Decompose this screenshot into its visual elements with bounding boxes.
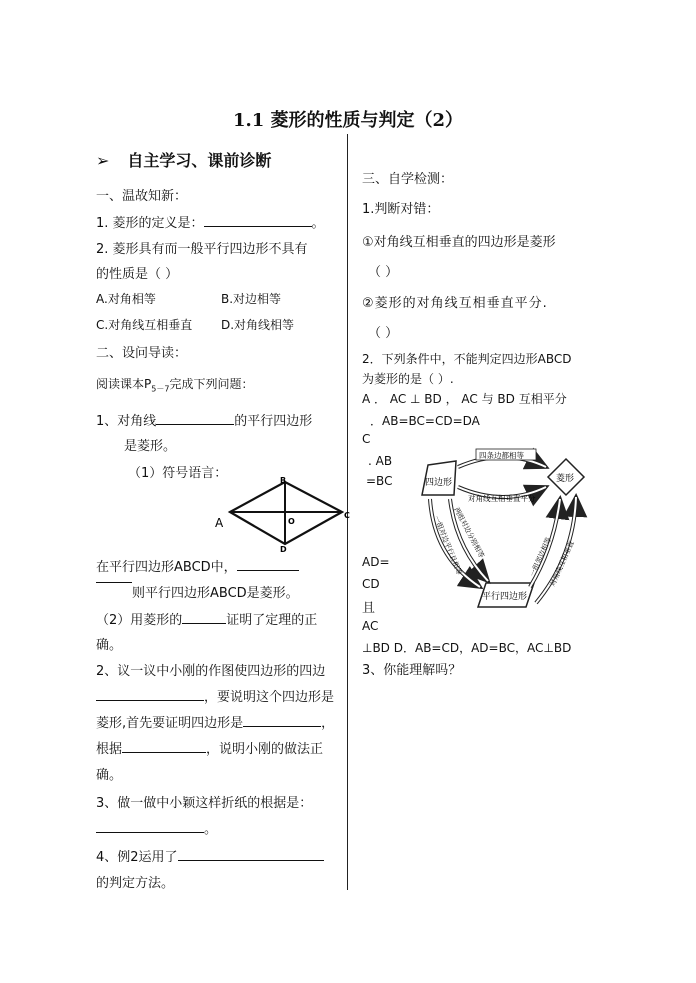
- label-opposite-sides-equal: 两组对边分别相等: [452, 506, 486, 560]
- example-line-b: 的判定方法。: [96, 876, 175, 891]
- q2-line-b: 的性质是（ ）: [96, 267, 179, 282]
- think-line-d: [96, 738, 323, 757]
- read-text: 阅读课本P: [96, 377, 152, 391]
- section-heading: [96, 148, 271, 171]
- part3-heading: 三、自学检测：: [362, 172, 454, 187]
- label-o: O: [288, 517, 295, 526]
- item1-text-b: 的平行四边形: [234, 414, 313, 429]
- fragment-c: C: [362, 432, 371, 446]
- label-adjacent-sides-equal: 一组邻边相等: [528, 536, 553, 578]
- then-blank[interactable]: [96, 582, 132, 596]
- q2-right-b: 为菱形的是（ ）.: [362, 372, 454, 386]
- think-line-e: 确。: [96, 768, 123, 783]
- judge-item-1-paren[interactable]: （ ）: [368, 265, 399, 280]
- given-line: [96, 556, 299, 575]
- item1-line-c: 是菱形。: [124, 439, 177, 454]
- read-end: 完成下列问题：: [169, 377, 254, 391]
- section-heading-text: 自主学习、课前诊断: [127, 151, 272, 170]
- q1-text: 1. 菱形的定义是：: [96, 216, 204, 231]
- think-line-b: [96, 686, 334, 705]
- option-d: D.对角线相等: [221, 318, 295, 332]
- given-blank[interactable]: [237, 557, 299, 571]
- think-text-c: 菱形,首先要证明四边形是: [96, 716, 244, 731]
- think-line-c: [96, 712, 334, 731]
- item2-blank[interactable]: [182, 610, 226, 624]
- read-line: [96, 375, 253, 394]
- label-one-pair-parallel-equal: 一组对边平行且相等: [432, 514, 464, 577]
- rhombus-figure: [212, 474, 354, 554]
- fold-end: 。: [204, 822, 218, 837]
- option-a: A.对角相等: [96, 292, 156, 306]
- fragment-ad: AD=: [362, 555, 390, 569]
- node-quadrilateral-label: 四边形: [425, 478, 453, 488]
- item2-text-b: 证明了定理的正: [226, 613, 318, 628]
- example-line: [96, 846, 324, 865]
- example-blank[interactable]: [178, 847, 324, 861]
- part1-heading: 一、温故知新：: [96, 189, 188, 204]
- given-text: 在平行四边形ABCD中，: [96, 560, 237, 575]
- label-c: C: [344, 511, 350, 520]
- think-blank-1[interactable]: [96, 687, 204, 701]
- option-b-right-text: ．AB=BC=CD=DA: [370, 414, 480, 428]
- fold-blank[interactable]: [96, 819, 204, 833]
- fragment-qie: 且: [362, 601, 376, 616]
- think-text-d: 根据: [96, 742, 123, 757]
- option-cd-line: ⊥BD D．AB=CD，AD=BC，AC⊥BD: [362, 641, 572, 655]
- node-parallelogram-label: 平行四边形: [482, 592, 528, 602]
- fragment-ab: . AB: [368, 454, 393, 468]
- label-four-sides-equal: 四条边都相等: [479, 451, 524, 460]
- fragment-bc: =BC: [366, 474, 393, 488]
- item1-line: [96, 410, 312, 429]
- rhombus-criteria-diagram: [394, 437, 594, 637]
- label-diagonals-perpendicular: 对角线互相垂直: [548, 539, 576, 588]
- q1-blank[interactable]: [204, 213, 312, 227]
- judge-item-2: ②菱形的对角线互相垂直平分.: [362, 296, 548, 311]
- label-b: B: [280, 476, 287, 485]
- q1-line: [96, 212, 325, 231]
- item1-text-a: 1、对角线: [96, 414, 157, 429]
- think-text-d-end: ，说明小刚的做法正: [206, 742, 324, 757]
- fragment-cd: CD: [362, 577, 380, 591]
- think-text-c-end: ，: [321, 716, 335, 731]
- option-a-right: A ． AC ⊥ BD ， AC 与 BD 互相平分: [362, 392, 567, 406]
- item2-line-c: 确。: [96, 638, 123, 653]
- fold-answer-line: [96, 818, 217, 837]
- example-text-a: 4、例2运用了: [96, 850, 178, 865]
- symbol-language: （1）符号语言：: [128, 466, 228, 481]
- q3-right: 3、你能理解吗？: [362, 663, 462, 678]
- think-blank-2[interactable]: [243, 713, 321, 727]
- node-rhombus-label: 菱形: [556, 474, 575, 484]
- arrow-bullet-icon: ➢: [96, 151, 110, 170]
- label-d: D: [280, 545, 287, 554]
- judge-item-1: ①对角线互相垂直的四边形是菱形: [362, 235, 556, 250]
- item2-text-a: （2）用菱形的: [96, 613, 183, 628]
- fold-line: 3、做一做中小颖这样折纸的根据是：: [96, 796, 313, 811]
- fragment-ac: AC: [362, 619, 379, 633]
- page-title: 1.1 菱形的性质与判定（2）: [232, 110, 464, 131]
- label-a: A: [215, 516, 224, 530]
- q2-line-a: 2. 菱形具有而一般平行四边形不具有: [96, 242, 308, 257]
- option-b-right: [362, 412, 480, 429]
- think-text-b: ，要说明这个四边形是: [204, 690, 335, 705]
- think-blank-3[interactable]: [122, 739, 206, 753]
- option-c: C.对角线互相垂直: [96, 318, 193, 332]
- item1-blank[interactable]: [156, 411, 234, 425]
- label-diagonals-perp-bisect: 对角线互相垂直平分: [468, 494, 536, 503]
- judge-heading: 1.判断对错：: [362, 202, 440, 217]
- q1-end: 。: [311, 216, 325, 231]
- judge-item-2-paren[interactable]: （ ）: [368, 326, 399, 341]
- item2-line: [96, 609, 317, 628]
- read-pages: 5－7: [151, 384, 170, 394]
- option-b: B.对边相等: [221, 292, 282, 306]
- think-line-a: 2、议一议中小刚的作图使四边形的四边: [96, 664, 326, 679]
- part2-heading: 二、设问导读：: [96, 346, 188, 361]
- q2-right-a: 2．下列条件中，不能判定四边形ABCD: [362, 352, 572, 366]
- then-text: 则平行四边形ABCD是菱形。: [132, 586, 299, 601]
- then-line: [96, 582, 299, 601]
